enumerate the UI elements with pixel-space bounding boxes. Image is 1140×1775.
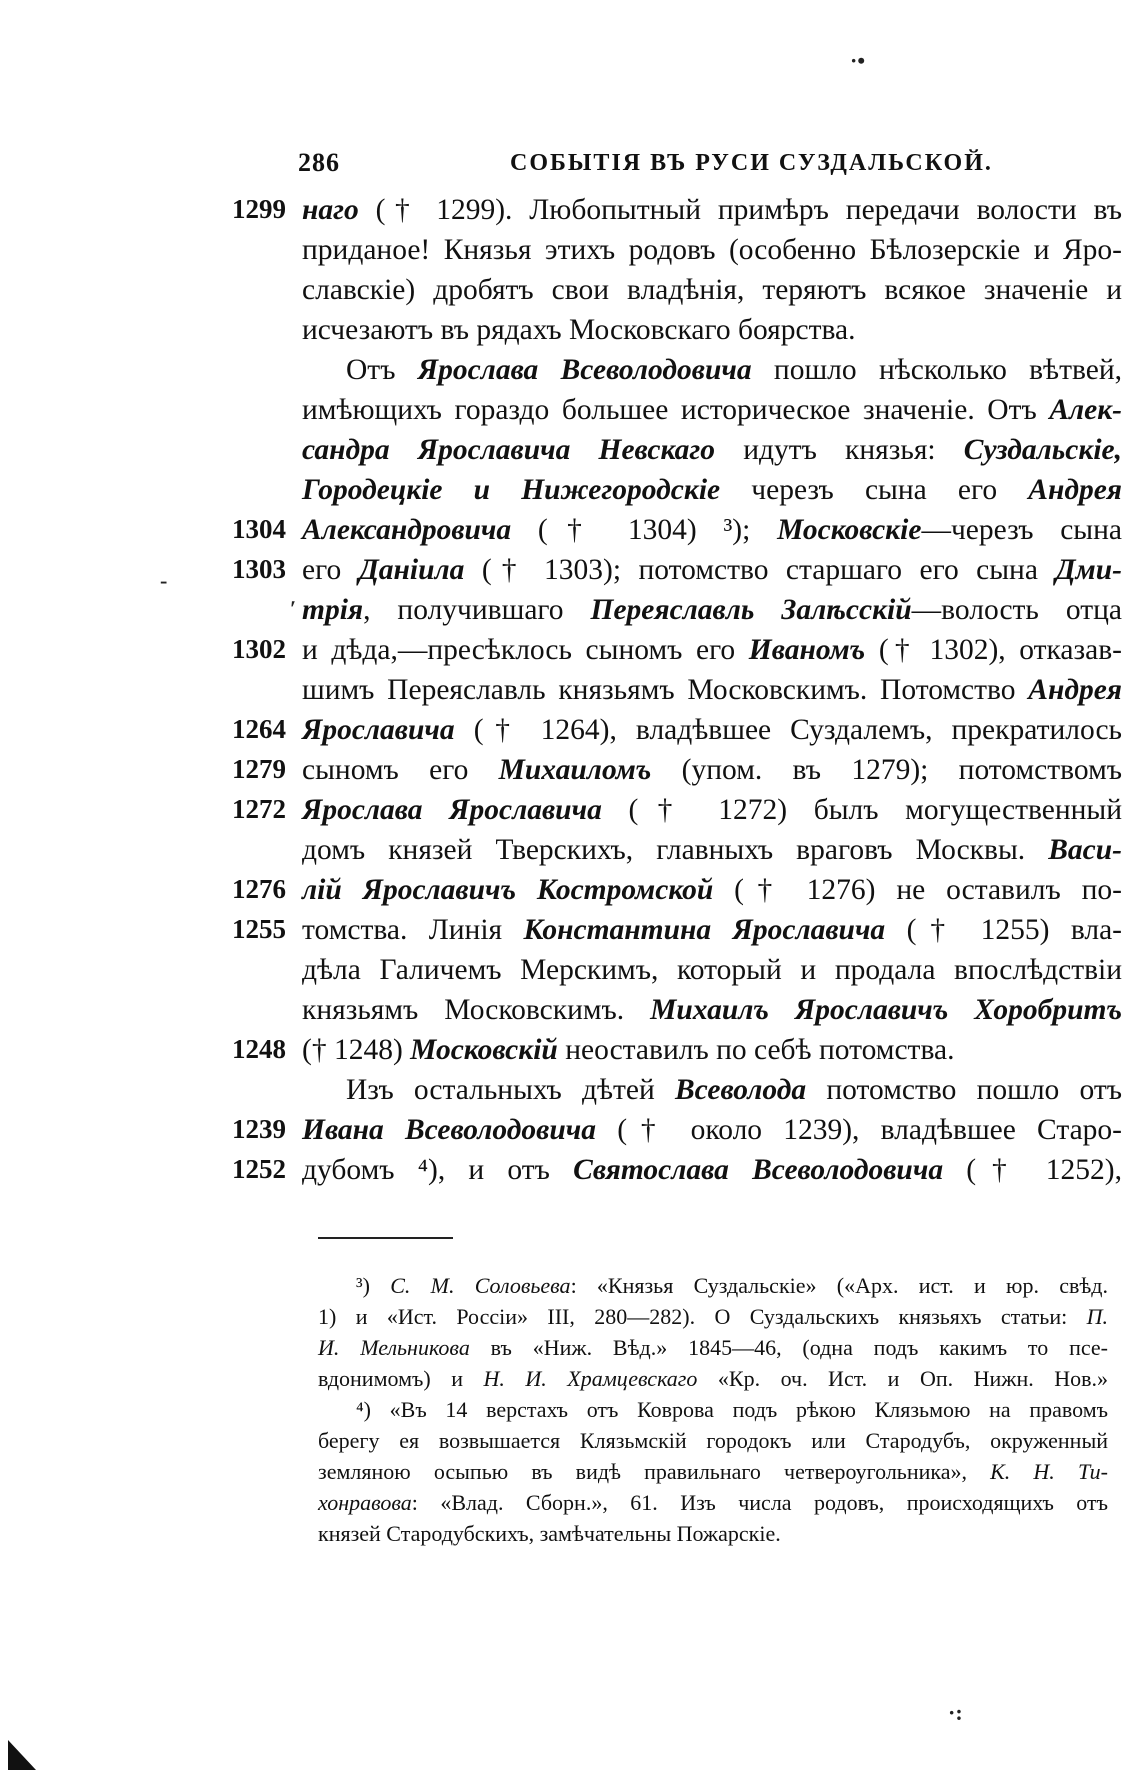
page-header <box>298 148 1118 184</box>
line-text: дубомъ ⁴), и отъ Святослава Всеволодовича († 1252), <box>302 1154 1122 1186</box>
margin-year: 1248 <box>232 1034 286 1064</box>
print-speck: ʹ <box>290 596 297 621</box>
print-speck: ·• <box>850 48 866 73</box>
italic-name: Данiила <box>358 554 465 586</box>
line-text: князьямъ Московскимъ. Михаилъ Ярославичъ Хоробритъ <box>302 994 1122 1026</box>
line-text: исчезаютъ въ рядахъ Московскаго боярства. <box>302 314 856 346</box>
margin-year: 1303 <box>232 554 286 584</box>
running-title: СОБЫТІЯ ВЪ РУСИ СУЗДАЛЬСКОЙ. <box>510 150 993 176</box>
line-text: Ярославича († 1264), владѣвшее Суздалемъ, прекратилось <box>302 714 1122 746</box>
line-text: сыномъ его Михаиломъ (упом. въ 1279); потомствомъ <box>302 754 1122 786</box>
page-number: 286 <box>298 148 340 177</box>
margin-year: 1279 <box>232 754 286 784</box>
footnote-line: князей Стародубскихъ, замѣчательны Пожарскіе. <box>318 1521 781 1546</box>
italic-name: Дми- <box>1055 554 1122 586</box>
italic-name: Святослава Всеволодовича <box>573 1154 944 1186</box>
italic-name: Васи- <box>1048 834 1122 866</box>
line-text: Александровича († 1304) ³); Московскіе—черезъ сына <box>302 514 1122 546</box>
line-text: сандра Ярославича Невскаго идутъ князья: Суздальскіе, <box>302 434 1122 466</box>
italic-name: Андрея <box>1028 474 1122 506</box>
line-text: Изъ остальныхъ дѣтей Всеволода потомство пошло отъ <box>346 1074 1123 1106</box>
line-text: Ярослава Ярославича († 1272) былъ могущественный <box>302 794 1123 826</box>
italic-name: Ярослава Ярославича <box>302 794 602 826</box>
italic-name: Иваномъ <box>748 634 866 666</box>
footnote-line: И. Мельникова въ «Ниж. Вѣд.» 1845—46, (одна подъ какимъ то псе- <box>318 1335 1108 1360</box>
margin-year: 1302 <box>232 634 286 664</box>
italic-name: трія <box>302 594 364 626</box>
line-text: приданое! Князья этихъ родовъ (особенно Бѣлозерскіе и Яро- <box>302 234 1122 266</box>
line-text: его Данiила († 1303); потомство старшаго его сына Дми- <box>302 554 1122 586</box>
italic-name: Михаилъ Ярославичъ Хоробритъ <box>650 994 1122 1026</box>
line-text: и дѣда,—пресѣклось сыномъ его Иваномъ († 1302), отказав- <box>302 634 1123 666</box>
line-text: Отъ Ярослава Всеволодовича пошло нѣсколько вѣтвей, <box>346 354 1122 386</box>
line-text: наго († 1299). Любопытный примѣръ передачи волости въ <box>302 194 1122 226</box>
footnote-line: хонравова: «Влад. Сборн.», 61. Изъ числа родовъ, происходящихъ отъ <box>318 1490 1108 1515</box>
footnote-line: ⁴) «Въ 14 верстахъ отъ Коврова подъ рѣкою Клязьмою на правомъ <box>356 1397 1108 1422</box>
italic-name: Ярославича <box>302 714 455 746</box>
italic-name: наго <box>302 194 359 226</box>
page-corner-mark <box>8 1740 36 1770</box>
footnote-line: 1) и «Ист. Россіи» III, 280—282). О Суздальскихъ князьяхъ статьи: П. <box>318 1304 1108 1329</box>
italic-name: Алек- <box>1049 394 1122 426</box>
italic-name: Городецкіе и Нижегородскіе <box>302 474 721 506</box>
margin-year: 1264 <box>232 714 286 744</box>
footnote-line: берегу ея возвышается Клязьмскій городокъ или Стародубъ, окруженный <box>318 1428 1108 1453</box>
line-text: трія, получившаго Переяславль Залѣсскій—волость отца <box>302 594 1122 626</box>
italic-name: Московскій <box>410 1034 558 1066</box>
footnote-line: земляною осыпью въ видѣ правильнаго четвероугольника», К. Н. Ти- <box>318 1459 1108 1484</box>
italic-name: сандра Ярославича Невскаго <box>302 434 716 466</box>
italic-name: Московскіе <box>777 514 922 546</box>
line-text: лій Ярославичъ Костромской († 1276) не оставилъ по- <box>302 874 1122 906</box>
italic-name: Всеволода <box>675 1074 807 1106</box>
footnote-line: ³) С. М. Соловьева: «Князья Суздальскіе» («Арх. ист. и юр. свѣд. <box>356 1273 1108 1298</box>
margin-year: 1272 <box>232 794 286 824</box>
margin-year: 1255 <box>232 914 286 944</box>
italic-name: Переяславль Залѣсскій <box>590 594 912 626</box>
line-text: томства. Линія Константина Ярославича († 1255) вла- <box>302 914 1122 946</box>
footnote-line: вдонимомъ) и Н. И. Храмцевскаго «Кр. оч. Ист. и Оп. Нижн. Нов.» <box>318 1366 1109 1391</box>
italic-name: Ярослава Всеволодовича <box>417 354 752 386</box>
italic-name: лій Ярославичъ Костромской <box>302 874 714 906</box>
italic-name: Александровича <box>302 514 512 546</box>
print-speck: - <box>160 568 168 593</box>
line-text: имѣющихъ гораздо большее историческое значеніе. Отъ Алек- <box>302 394 1122 426</box>
margin-year: 1252 <box>232 1154 286 1184</box>
print-speck: ·: <box>948 1700 963 1725</box>
italic-name: Ивана Всеволодовича <box>302 1114 596 1146</box>
line-text: Ивана Всеволодовича († около 1239), владѣвшее Старо- <box>302 1114 1123 1146</box>
margin-year: 1299 <box>232 194 286 224</box>
line-text: славскіе) дробятъ свои владѣнія, теряютъ всякое значеніе и <box>302 274 1122 306</box>
footnote-rule <box>318 1237 453 1239</box>
margin-year: 1239 <box>232 1114 286 1144</box>
margin-year: 1276 <box>232 874 286 904</box>
line-text: шимъ Переяславль князьямъ Московскимъ. Потомство Андрея <box>302 674 1122 706</box>
line-text: Городецкіе и Нижегородскіе черезъ сына его Андрея <box>302 474 1122 506</box>
margin-year: 1304 <box>232 514 286 544</box>
line-text: († 1248) Московскій неоставилъ по себѣ потомства. <box>302 1034 955 1066</box>
line-text: домъ князей Тверскихъ, главныхъ враговъ Москвы. Васи- <box>302 834 1122 866</box>
italic-name: Андрея <box>1028 674 1122 706</box>
italic-name: Суздальскіе, <box>963 434 1122 466</box>
italic-name: Михаиломъ <box>498 754 652 786</box>
line-text: дѣла Галичемъ Мерскимъ, который и продала впослѣдствіи <box>302 954 1122 986</box>
italic-name: Константина Ярославича <box>523 914 886 946</box>
